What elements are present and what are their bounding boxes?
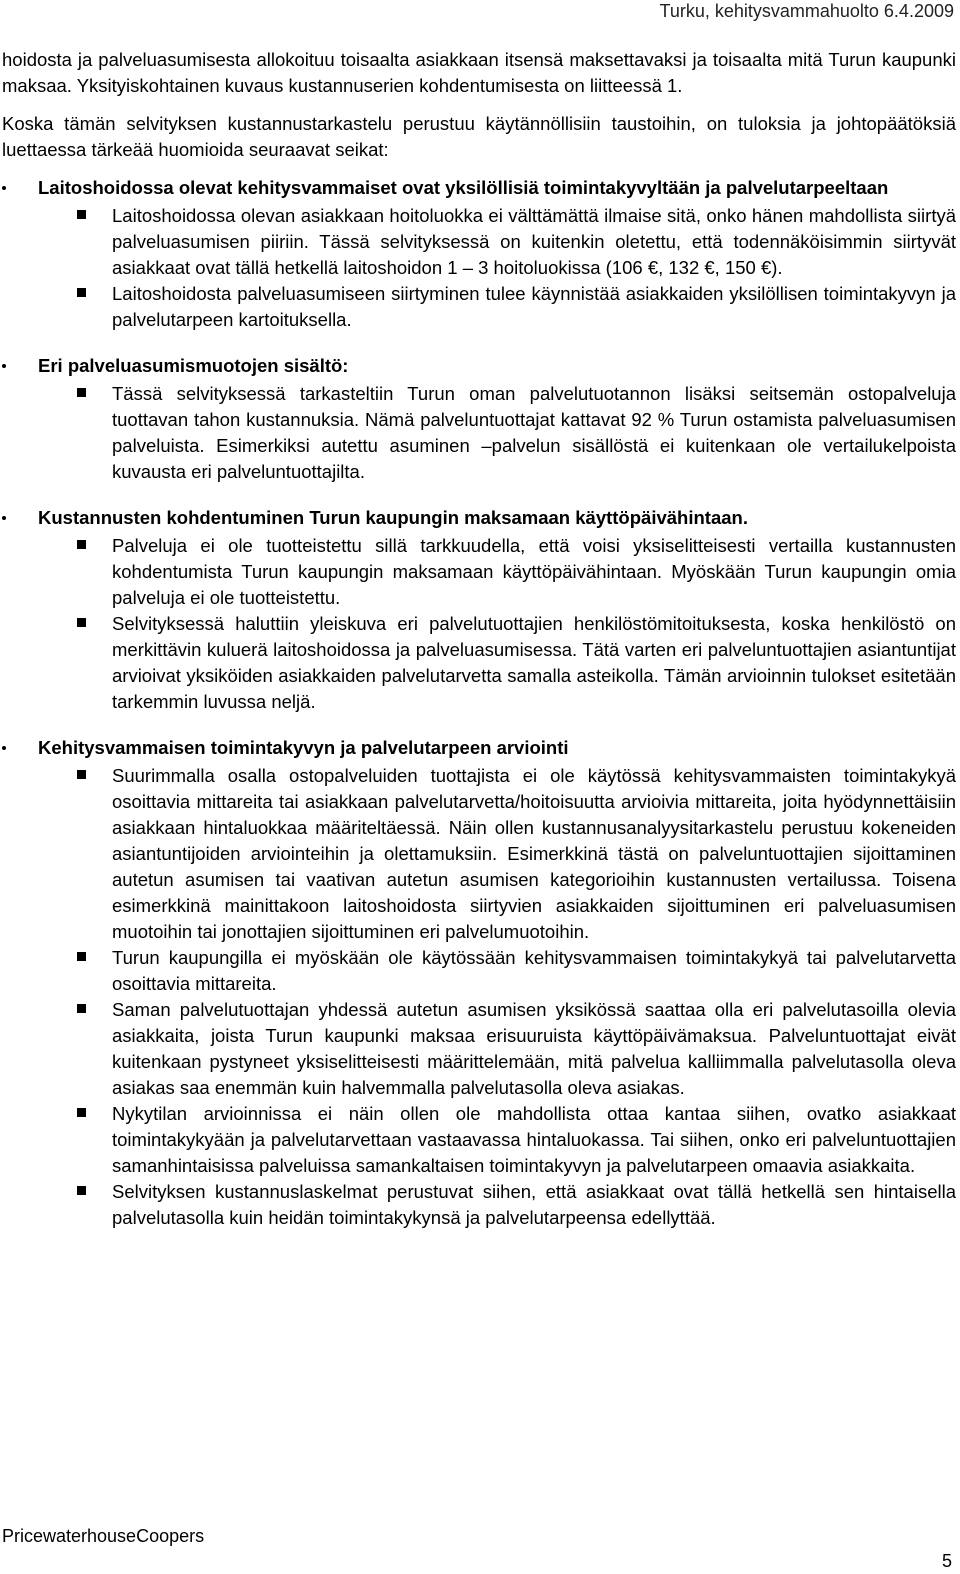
square-bullet-icon <box>77 388 86 397</box>
section-heading: Eri palveluasumismuotojen sisältö: <box>2 353 956 379</box>
bullet-dot-icon <box>2 516 6 520</box>
square-bullet-icon <box>77 618 86 627</box>
square-bullet-icon <box>77 1108 86 1117</box>
context-paragraph: Koska tämän selvityksen kustannustarkastelu perustuu käytännöllisiin taustoihin, on tuloksia ja johtopäätöksiä luettaessa tärkeää huomioida seuraavat seikat: <box>2 113 956 160</box>
intro-paragraph: hoidosta ja palveluasumisesta allokoituu toisaalta asiakkaan itsensä maksettavaksi ja toisaalta mitä Turun kaupunki maksaa. Yksityiskohtainen kuvaus kustannuserien kohdentumisesta on liitteessä 1. <box>2 49 956 96</box>
list-item: Laitoshoidossa olevan asiakkaan hoitoluokka ei välttämättä ilmaise sitä, onko hänen mahdollista siirtyä palveluasumisen piiriin. Tässä selvityksessä on kuitenkin oletettu, että todennäköisimmin siirtyvät asiakkaat ovat tällä hetkellä laitoshoidon 1 – 3 hoitoluokissa (106 €, 132 €, 150 €). <box>2 203 956 281</box>
page-header: Turku, kehitysvammahuolto 6.4.2009 <box>659 1 954 21</box>
list-item: Palveluja ei ole tuotteistettu sillä tarkkuudella, että voisi yksiselitteisesti vertailla kustannusten kohdentumista Turun kaupungin maksamaan käyttöpäivähintaan. Myöskään Turun kaupungin omia palveluja ei ole tuotteistettu. <box>2 533 956 611</box>
square-bullet-icon <box>77 540 86 549</box>
square-bullet-icon <box>77 1186 86 1195</box>
bullet-dot-icon <box>2 746 6 750</box>
list-item: Turun kaupungilla ei myöskään ole käytössään kehitysvammaisen toimintakykyä tai palvelutarvetta osoittavia mittareita. <box>2 945 956 997</box>
square-bullet-icon <box>77 1004 86 1013</box>
document-body <box>2 47 956 1251</box>
list-item: Tässä selvityksessä tarkasteltiin Turun oman palvelutuotannon lisäksi seitsemän ostopalveluja tuottavan tahon kustannuksia. Nämä palveluntuottajat kattavat 92 % Turun ostamista palveluasumisen palveluista. Esimerkiksi autettu asuminen –palvelun sisällöstä ei kuitenkaan ole vertailukelpoista kuvausta eri palveluntuottajilta. <box>2 381 956 485</box>
section-heading: Laitoshoidossa olevat kehitysvammaiset ovat yksilöllisiä toimintakyvyltään ja palvelutarpeeltaan <box>2 175 956 201</box>
section-assessment <box>2 735 956 1231</box>
section-heading: Kustannusten kohdentuminen Turun kaupungin maksamaan käyttöpäivähintaan. <box>2 505 956 531</box>
sub-list <box>2 203 956 333</box>
bullet-dot-icon <box>2 364 6 368</box>
footer-company: PricewaterhouseCoopers <box>2 1526 205 1546</box>
square-bullet-icon <box>77 952 86 961</box>
section-service-content <box>2 353 956 485</box>
bullet-dot-icon <box>2 186 6 190</box>
sub-list <box>2 381 956 485</box>
list-item: Selvityksessä haluttiin yleiskuva eri palvelutuottajien henkilöstömitoituksesta, koska henkilöstö on merkittävin kuluerä laitoshoidossa ja palveluasumisessa. Tätä varten eri palveluntuottajien asiantuntijat arvioivat yksiköiden asiakkaiden palvelutarvetta samalla asteikolla. Tämän arvioinnin tulokset esitetään tarkemmin luvussa neljä. <box>2 611 956 715</box>
square-bullet-icon <box>77 770 86 779</box>
section-cost-allocation <box>2 505 956 715</box>
square-bullet-icon <box>77 288 86 297</box>
list-item: Nykytilan arvioinnissa ei näin ollen ole mahdollista ottaa kantaa siihen, ovatko asiakkaat toimintakykyään ja palvelutarvettaan vastaavassa hintaluokassa. Tai siihen, onko eri palveluntuottajien samanhintaisissa palveluissa samankaltaisen toimintakyvyn ja palvelutarpeen omaavia asiakkaita. <box>2 1101 956 1179</box>
list-item: Suurimmalla osalla ostopalveluiden tuottajista ei ole käytössä kehitysvammaisten toimintakykyä osoittavia mittareita tai asiakkaan palvelutarvetta/hoitoisuutta arvioivia mittareita, joita hyödynnettäisiin asiakkaan hintaluokkaa määriteltäessä. Näin ollen kustannusanalyysitarkastelu perustuu kokeneiden asiantuntijoiden arviointeihin ja olettamuksiin. Esimerkkinä tästä on palveluntuottajien sijoittaminen autetun asumisen tai vaativan autetun asumisen kategorioihin kustannusten vertailussa. Toisena esimerkkinä mainittakoon laitoshoidosta siirtyvien asiakkaiden sijoittuminen eri palveluasumisen muotoihin tai jonottajien sijoittuminen eri palvelumuotoihin. <box>2 763 956 945</box>
section-individual-needs <box>2 175 956 333</box>
list-item: Laitoshoidosta palveluasumiseen siirtyminen tulee käynnistää asiakkaiden yksilöllisen toimintakyvyn ja palvelutarpeen kartoituksella. <box>2 281 956 333</box>
section-heading: Kehitysvammaisen toimintakyvyn ja palvelutarpeen arviointi <box>2 735 956 761</box>
list-item: Saman palvelutuottajan yhdessä autetun asumisen yksikössä saattaa olla eri palvelutasoilla olevia asiakkaita, joista Turun kaupunki maksaa erisuuruista käyttöpäivämaksua. Palveluntuottajat eivät kuitenkaan pystyneet yksiselitteisesti määrittelemään, mitä palvelua kalliimmalla palvelutasolla oleva asiakas saa enemmän kuin halvemmalla palvelutasolla oleva asiakas. <box>2 997 956 1101</box>
sub-list <box>2 533 956 715</box>
page-number: 5 <box>941 1551 952 1571</box>
square-bullet-icon <box>77 210 86 219</box>
list-item: Selvityksen kustannuslaskelmat perustuvat siihen, että asiakkaat ovat tällä hetkellä sen hintaisella palvelutasolla kuin heidän toimintakykynsä ja palvelutarpeensa edellyttää. <box>2 1179 956 1231</box>
sub-list <box>2 763 956 1231</box>
